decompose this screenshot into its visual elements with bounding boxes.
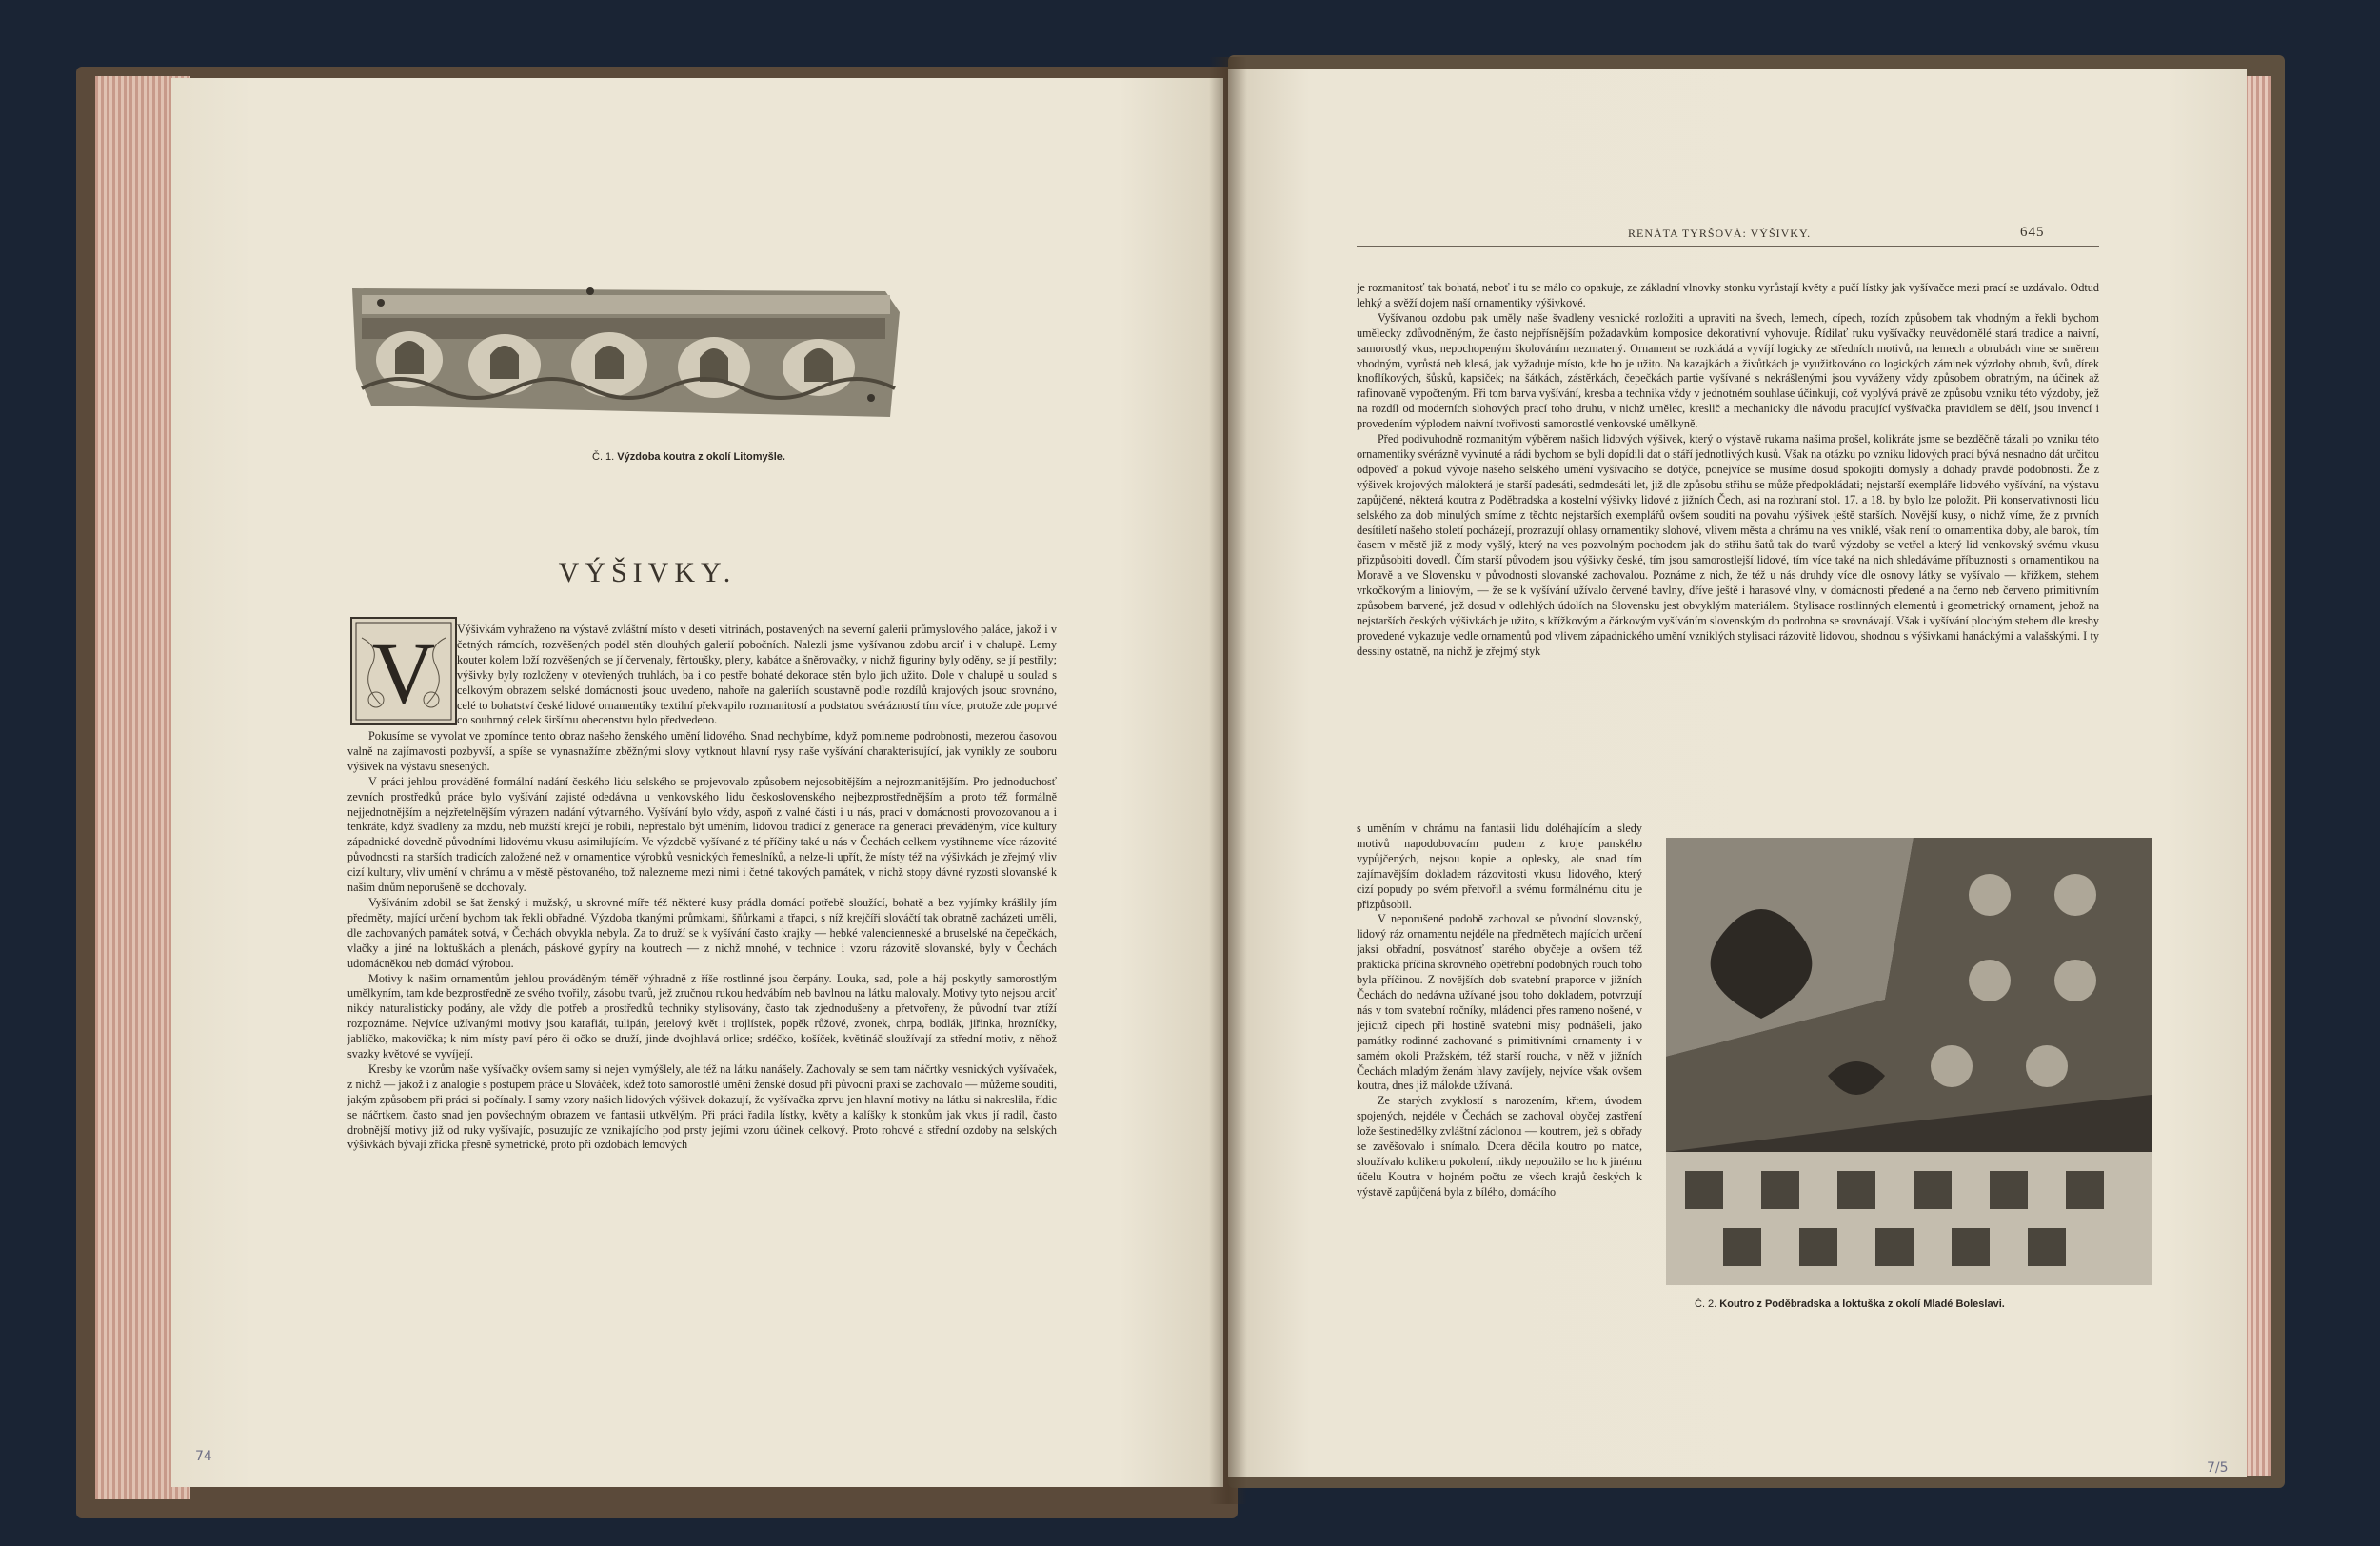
initial-letter: V — [371, 624, 436, 722]
figure2-caption — [1695, 1298, 2005, 1310]
right-text-narrow — [1357, 822, 1642, 1317]
book-gutter — [1209, 57, 1247, 1504]
left-text-body — [347, 729, 1057, 1324]
decorated-initial — [350, 617, 457, 725]
page-number: 645 — [2020, 225, 2045, 240]
figure1-caption — [592, 451, 785, 463]
figure1-number: Č. 1. — [592, 451, 615, 463]
embroidery-photo-litomysl — [352, 284, 900, 419]
header-rule — [1357, 246, 2099, 247]
right-paragraph-3: Před podivuhodně rozmanitým výběrem našich lidových výšivek, který o výstavě rukama našima prošel, kolikráte jsme se bezděčně tázali po vzniku této ornamentiky svérázně vyvinuté a rádi bychom se byli dopídili dat o stáří jednotlivých kusů. Však na otázku po vzniku lidových prací bývá nesnadno dát určitou odpověď a pokud vývoje našeho selského umění vyšívacího se dotýče, ponejvíce se musíme dosud spokojiti domysly a dohady pravdě podobnosti. Že z výšivek krojových málokterá je starší padesáti, sedmdesáti let, již dle způsobu střihu se může předpokládati; nejstarší exempláře lidového vyšívání, na výstavu zapůjčené, některá koutra z Poděbradska a kostelní výšivky lidové z jižních Čech, asi na rozhraní stol. 17. a 18. by bylo lze položit. Při konservativnosti lidu selského za dob minulých smíme z těchto nejstarších exemplářů ovšem souditi na povahu výšivek ještě starších. Novější kusy, o nichž víme, že z prvních desítiletí našeho století pocházejí, prozrazují ohlasy ornamentiky slohové, vlivem města a chrámu na ves vniklé, však není to ornamentika doby, ale barok, tím časem v městě již z mody vyšlý, který na ves pozvolným pochodem jak do střihu šatů tak do tvarů výzdoby se vetřel a který lid venkovský svému vkusu přizpůsobiti dovedl. Čím starší původem jsou výšivky české, tím jsou samorostlejší lidové, tím více také na nich shledáváme příbuznosti s ornamentikou na Moravě a ve Slovensku v původnosti slovanské zachovalou. Poznáme z nich, že též u nás druhdy více dle osnovy látky se vyšívalo — křížkem, stehem vrkočkovým a liniovým, — že se k vyšívání užívalo červené bavlny, dříve ještě i harasové vlny, v domácnosti předené a na černo neb červeno primitivním způsobem barvené, jež dosud v odlehlých údolích na Slovensku jest obvyklým materiálem. Stylisace rostlinných elementů i geometrický ornament, jehož na nejstarších českých výšivkách je užito, s křížkovým a čárkovým vyšíváním slovenským do podrobna se srovnávají. Však i vyšívání plochým stehem dle kresby provedené vykazuje vedle ornamentů pod vlivem západnického umění vzniklých stylisaci rázovitě lidovou, shodnou s výšivkami hanáckými a valašskými. I ty dessiny ostatně, na nichž je zřejmý styk — [1357, 432, 2099, 658]
article-title: VÝŠIVKY. — [558, 557, 737, 588]
pencil-mark-right: 7/5 — [2207, 1460, 2229, 1476]
right-paragraph-2: Vyšívanou ozdobu pak uměly naše švadleny vesnické rozložiti a upraviti na švech, lemech, cípech, rozích způsobem tak vhodným a řekli bychom umělecky zdůvodněným, že často nejpřísnějším požadavkům komposice dekorativní vyhovuje. Řídilať ruku vyšívačky neuvědomělé stará tradice a naivní, samorostlý vkus, nepochopeným školováním nezmatený. Ornament se rozkládá a vyvíjí logicky ze středních motivů, na lemech a obrubách vine se směrem vhodným, vyrůstá neb klesá, jak vyžaduje místo, kde ho je užito. Na kazajkách a živůtkách je využitkováno co logických záminek výzdoby obrub, švů, dírek knoflíkových, šůsků, kapsiček; na šátkách, zástěrkách, čepečkách partie vyšívané s nekrášlenými jsou vyváženy vždy způsobem obratným, na účinek až rafinovaně vypočteným. Při tom barva vyšívání, kresba a technika vždy v jednotném souhlase účinkují, což vyplývá právě ze způsobu vzniku této výzdoby, jež na rozdíl od moderních slohových prací toho druhu, v nichž umělec, kreslič a mechanicky dle návodu pracující vyšívačka pravidlem se dělí, jsou invencí i provedením výplodem naivní tvořivosti samorostlé venkovské umělkyně. — [1357, 310, 2099, 431]
right-text-wide — [1357, 281, 2099, 822]
pencil-mark-left: 74 — [195, 1449, 212, 1464]
initial-ornament-icon — [352, 619, 455, 723]
right-paragraph-4: s uměním v chrámu na fantasii lidu doléhajícím a sledy motivů napodobovacím pudem z kroje panského vypůjčených, nejsou kopie a oplesky, ale snad tím zajímavějším dokladem rázovitosti vkusu lidového, který cizí popudy po svém přetvořil a svému formálnému citu je přizpůsobil. — [1357, 822, 1642, 911]
paragraph-6: Kresby ke vzorům naše vyšívačky ovšem samy si nejen vymýšlely, ale též na látku nanášely. Zachovaly se sem tam náčrtky vesnických vyšívaček, z nichž — jakož i z analogie s postupem práce u Slováček, kdež toto samorostlé umění ženské dosud při původní praxi se zachovalo — můžeme souditi, jakým způsobem při práci si počínaly. I samy vzory našich lidových výšivek dokazují, že vyšívačka zprvu jen hlavní motivy na látku si nakreslila, řídic se náčrtkem, často snad jen povšechným obrazem ve fantasii utkvělým. Při práci řadila lístky, květy a kalíšky k stonkům jak vkus jí radil, často drobnější motivy již od ruky vyšívajíc, posuzujíc ze vznikajícího pod prsty jejími vzoru účinek celkový. Proto rohové a střední ozdoby na selských výšivkách bývají zřídka přesně symetrické, proto při ozdobách lemových — [347, 1061, 1057, 1152]
paragraph-2: Pokusíme se vyvolat ve zpomínce tento obraz našeho ženského umění lidového. Snad nechybíme, když pomineme podrobnosti, mezerou časovou valně na zajímavosti pozbyvší, a spíše se vynasnažíme zběžnými slovy vytknout hlavní rysy naše vyšívání charakterisující, jak vynikly ze souboru výšivek na výstavu snesených. — [347, 729, 1057, 773]
figure2-caption-text: Koutro z Poděbradska a loktuška z okolí Mladé Boleslavi. — [1719, 1298, 2005, 1310]
embroidery-photo-podebradsko — [1666, 838, 2152, 1285]
figure2-number: Č. 2. — [1695, 1298, 1717, 1310]
paragraph-4: Vyšíváním zdobil se šat ženský i mužský, u skrovné míře též některé kusy prádla domácí potřebě sloužící, bohatě a bez vyjímky krášlily jím předměty, mající určení bychom tak řekli obřadné. Výzdoba tkanými průmkami, šňůrkami a třapci, s níž krejčíři slováčtí tak obratně zacházeti uměli, dle zachovaných památek sotvá, v Čechách obvykla nebyla. Za to druží se k vyšívání často krajky — hebké valencienneské a bruselské na čepečkách, vlačky a jiné na loktuškách a plenách, páskové gypíry na koutrech — z nichž mnohé, v technice i vzoru rázovitě slovanské, byly v Čechách udomácněkou neb domácí výrobou. — [347, 895, 1057, 970]
paragraph-3: V práci jehlou prováděné formální nadání českého lidu selského se projevovalo způsobem nejosobitějším a nejrozmanitějším. Pro jednoduchosť zevních prostředků práce bylo vyšívání zajisté odedávna u venkovského lidu československého nejbezprostřednějším a proto též formálně nejjednotnějším a nejzřetelnějším výrazem nadání výtvarného. Vyšívání bylo vždy, aspoň z valné části i u nás, prací v domácnosti provozovanou a i tenkráte, když švadleny za mzdu, neb mužští krejčí je robili, nepřestalo být uměním, lidovou tradicí z generace na generaci převáděným, více kultury západnické dovedně původními lidovému vkusu asimilujícím. Ve výzdobě vyšívané z té příčiny také u nás v Čechách celkem vystihneme více rázovité původnosti na starších tradicích založené než v ornamentice výrobků vesnických řemeslníků, a nelze-li upřít, že místy též na výšivkách je zřejmý vliv cizí kultury, vliv umění v chrámu a v městě pěstovaného, tož nalezneme mezi nimi i četné takových památek, v nichž stopy dávné ryzosti slovanské k našim dnům neporušeně se dochovaly. — [347, 774, 1057, 895]
paragraph-1: Výšivkám vyhraženo na výstavě zvláštní místo v deseti vitrinách, postavených na severní galerii průmyslového paláce, jakož i v četných rámcích, rozvěšených podél stěn dlouhých galerií pobočních. Nalezli jsme vyšívanou zdobu arciť i v chalupě. Lemy kouter kolem loží rozvěšených se jí červenaly, fěrtoušky, pleny, kabátce a šněrovačky, v nichž figuriny byly oděny, se jí pestřily; výšivky byly rozloženy v otevřených truhlách, ba i co pestře bohaté dekorace stěn bylo jich užito. Dole v chalupě u soulad s celkovým obrazem selské domácnosti jsouc uvedeno, nahoře na galeriích soustavně podle rozdílů krajových jsouc srovnáno, celé to bohatství české lidové ornamentiky textilní překvapilo rozmanitostí a podstatou svérázností tím více, protože zde poprvé co souhrnný celek širšímu obecenstvu bylo předvedeno. — [457, 623, 1057, 727]
right-paragraph-1: je rozmanitosť tak bohatá, neboť i tu se málo co opakuje, ze základní vlnovky stonku vyrůstají květy a pučí lístky jak vyšívačce mezi prací se uzdávalo. Odtud lehký a svěží dojem naší ornamentiky výšivkové. — [1357, 281, 2099, 309]
paragraph-5: Motivy k našim ornamentům jehlou prováděným téměř výhradně z říše rostlinné jsou čerpány. Louka, sad, pole a háj poskytly samorostlým umělkyním, tam kde bezprostředně ze svého tvořily, zásobu tvarů, jež zručnou rukou hedvábím neb bavlnou na látku malovaly. Motivy tyto nejsou arciť nikdy naturalisticky podány, ale vždy dle potřeb a prostředků techniky stylisovány, často tak zjednodušeny a přetvořeny, že původní tvar ztíží rozpoznáme. Nejvíce užívanými motivy jsou karafiát, tulipán, jetelový květ i trojlístek, popěk růžové, zvonek, chrpa, bodlák, jiřinka, hrozníčky, jablíčko, makovička; k nim místy paví péro či očko se druží, jinde dvojhlavá orlice; srdéčko, košíček, květináč sloužívají za střední motiv, z něhož svazky květové se vyvíjejí. — [347, 971, 1057, 1061]
running-header: RENÁTA TYRŠOVÁ: VÝŠIVKY. — [1628, 227, 1812, 240]
right-paragraph-6: Ze starých zvyklostí s narozením, křtem, úvodem spojených, nejdéle v Čechách se zachoval obyčej zastření lože šestinedělky zvláštní záclonou — koutrem, jež s obřady se zavěšovalo i snímalo. Dcera dědila koutro po matce, sloužívalo kolikeru pokolení, nikdy nepoužilo se ho k jinému účelu Koutra v hojném počtu ze všech krajů českých k výstavě zapůjčená byla z bílého, domácího — [1357, 1094, 1642, 1199]
figure1-caption-text: Výzdoba koutra z okolí Litomyšle. — [617, 451, 785, 463]
left-text-intro — [457, 623, 1057, 729]
right-paragraph-5: V neporušené podobě zachoval se původní slovanský, lidový ráz ornamentu nejdéle na předmětech majících určení jaksi obřadní, posvátnosť starého obyčeje a ovšem též praktická příčina skrovného opětřební podobných rouch toho byla příčinou. Z novějších dob svatební praporce v jižních Čechách do nedávna užívané jsou toho dokladem, potvrzují nás v tom svatební ročníky, mládenci přes rameno nošené, v jejichž cípech při hostině svatební mísy podnášeli, jako památky rodinné zachované s primitivními ornamenty i v samém okolí Pražském, též starší roucha, v něž v jižních Čechách mladým ženám hlavy zavíjely, nejvíce však ovšem koutra, dnes již málokde užívaná. — [1357, 912, 1642, 1093]
